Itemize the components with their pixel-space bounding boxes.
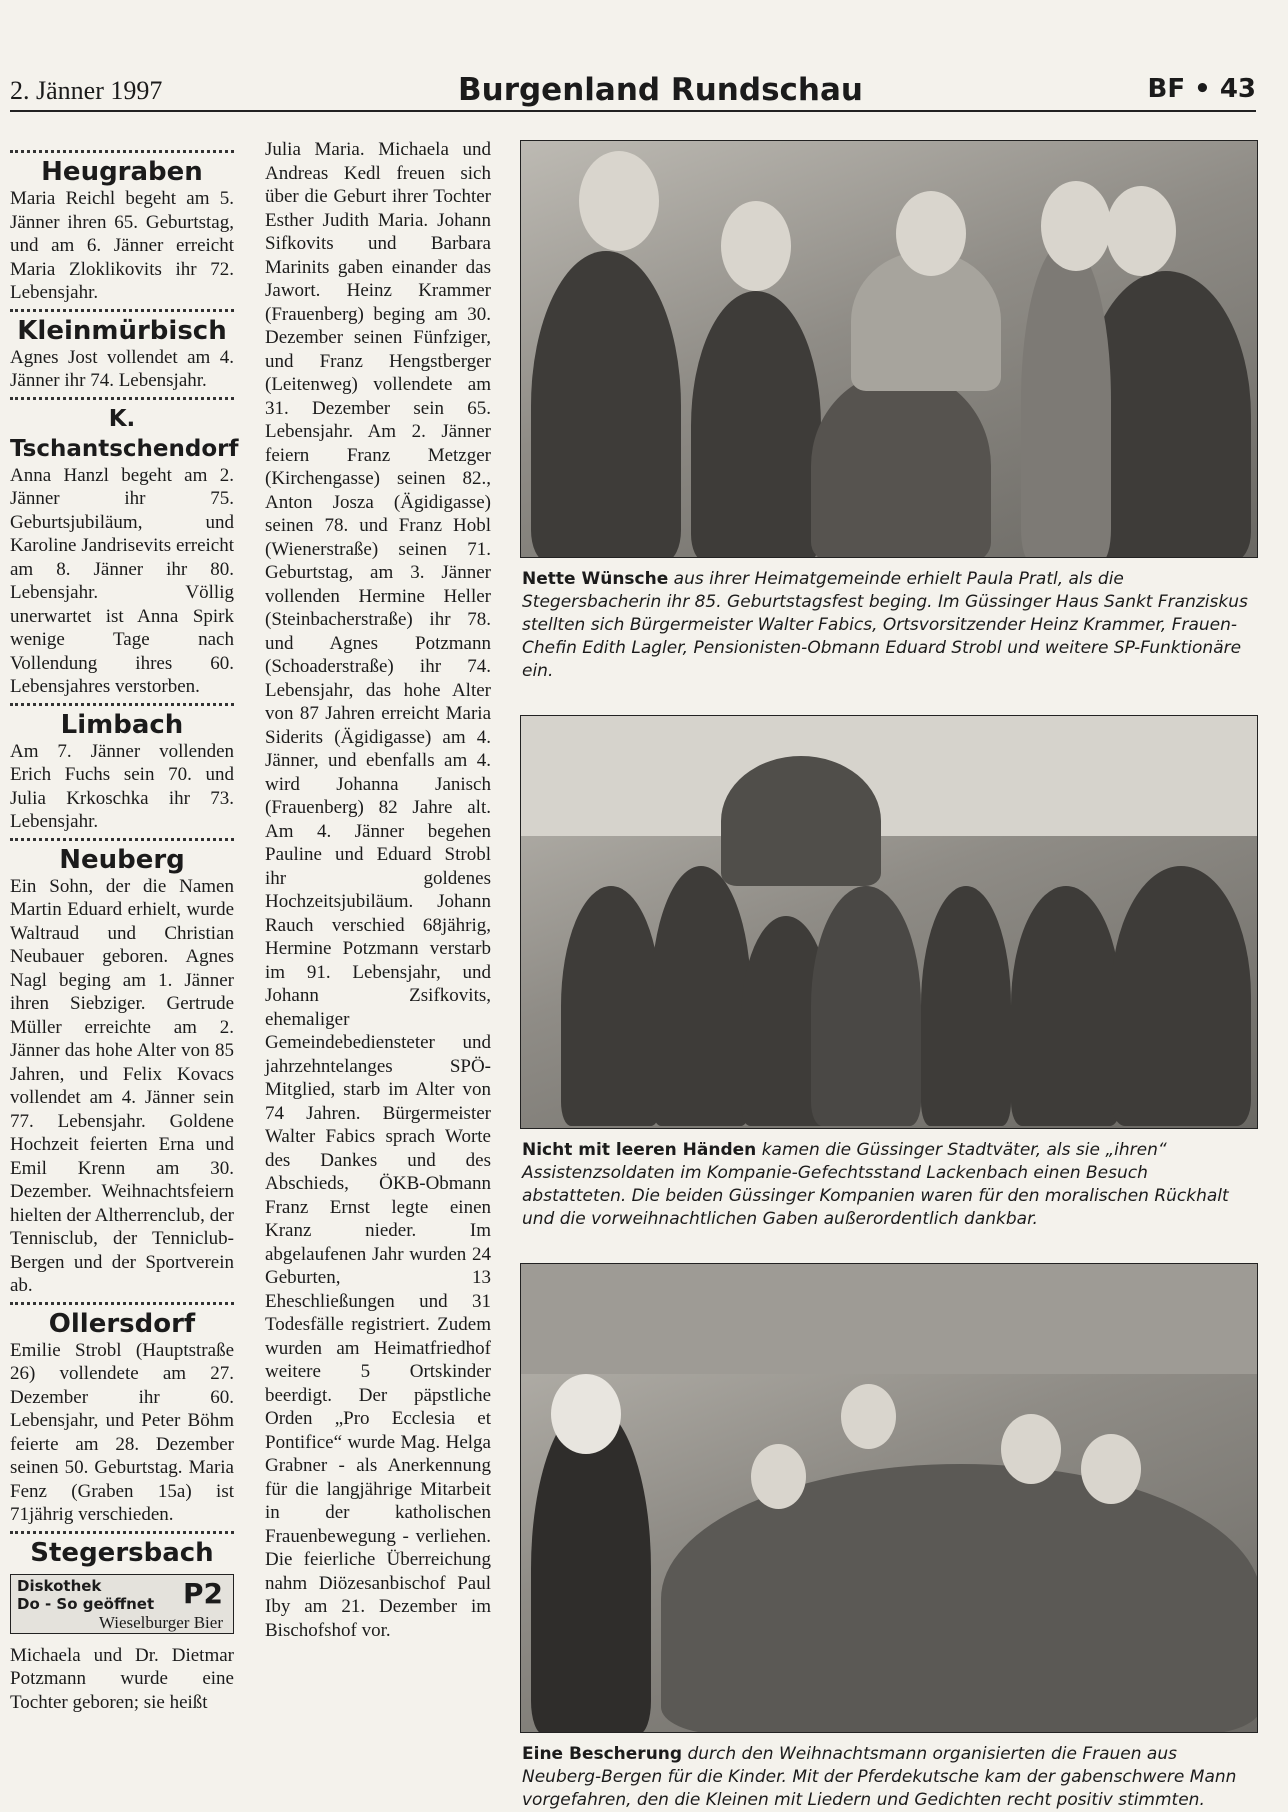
photo-caption	[522, 1743, 1254, 1812]
group-photo-birthday	[520, 140, 1258, 558]
section-heading: Kleinmürbisch	[17, 315, 227, 346]
caption-lead: Nette Wünsche	[522, 569, 669, 589]
photo-caption	[522, 568, 1254, 683]
caption-lead: Nicht mit leeren Händen	[522, 1140, 757, 1160]
section-heading: Heugraben	[41, 157, 203, 187]
dotted-separator	[10, 838, 234, 841]
dotted-separator	[10, 150, 234, 153]
article-text: Julia Maria. Michaela und Andreas Kedl freuen sich über die Geburt ihrer Tochter Esther Judith Maria. Johann Sifkovits und Barbara Marinits gaben einander das Jawort. Heinz Krammer (Frauenberg) beging am 30. Dezember seinen Fünfziger, und Franz Hengstberger (Leitenweg) vollendete am 31. Dezember sein 65. Lebensjahr. Am 2. Jänner feiern Franz Metzger (Kirchengasse) seinen 82., Anton Josza (Ägidigasse) seinen 78. und Franz Hobl (Wienerstraße) seinen 71. Geburtstag, am 3. Jänner vollenden Hermine Heller (Steinbacherstraße) ihr 78. und Agnes Potzmann (Schoaderstraße) ihr 74. Lebensjahr, das hohe Alter von 87 Jahren erreicht Maria Siderits (Ägidigasse) am 4. Jänner, und ebenfalls am 4. wird Johanna Janisch (Frauenberg) 82 Jahre alt. Am 4. Jänner begehen Pauline und Eduard Strobl ihr goldenes Hochzeitsjubiläum. Johann Rauch verschied 68jährig, Hermine Potzmann verstarb im 91. Lebensjahr, und Johann Zsifkovits, ehemaliger Gemeindebediensteter und jahrzehntelanges SPÖ-Mitglied, starb im Alter von 74 Jahren. Bürgermeister Walter Fabics sprach Worte des Dankes und des Abschieds, ÖKB-Obmann Franz Ernst legte einen Kranz nieder. Im abgelaufenen Jahr wurden 24 Geburten, 13 Eheschließungen und 31 Todesfälle registriert. Zudem wurden am Heimatfriedhof weitere 5 Ortskinder beerdigt. Der päpstliche Orden „Pro Ecclesia et Pontifice“ wurde Mag. Helga Grabner - als Anerkennung für die langjährige Mitarbeit in der katholischen Frauenbewegung - verliehen. Die feierliche Überreichung nahm Diözesanbischof Paul Iby am 21. Dezember im Bischofshof vor.	[265, 139, 491, 1641]
dotted-separator	[10, 309, 234, 312]
group-photo-christmas	[520, 1263, 1258, 1733]
section-text: Agnes Jost vollendet am 4. Jänner ihr 74. Lebensjahr.	[10, 346, 234, 391]
ad-line: Wieselburger Bier	[98, 1612, 223, 1632]
ad-line: Diskothek	[17, 1576, 102, 1595]
section-text: Anna Hanzl begeht am 2. Jänner ihr 75. Geburtsjubiläum, und Karoline Jandrisevits erreicht am 8. Jänner ihr 80. Lebensjahr. Völlig unerwartet ist Anna Spirk wenige Tage nach Vollendung ihres 60. Lebensjahres verstorben.	[10, 464, 234, 697]
section-text: Ein Sohn, der die Namen Martin Eduard erhielt, wurde Waltraud und Christian Neubauer geboren. Agnes Nagl beging am 1. Jänner ihren Siebziger. Gertrude Müller erreichte am 2. Jänner das hohe Alter von 85 Jahren, und Felix Kovacs vollendet am 4. Jänner sein 77. Lebensjahr. Goldene Hochzeit feierten Erna und Emil Krenn am 30. Dezember. Weihnachtsfeiern hielten der Altherrenclub, der Tennisclub, der Tenniclub-Bergen und der Sportverein ab.	[10, 875, 234, 1296]
issue-date: 2. Jänner 1997	[10, 76, 163, 105]
section-heading: Ollersdorf	[48, 1308, 196, 1339]
page-number: BF • 43	[1147, 74, 1256, 104]
group-photo-soldiers	[520, 715, 1258, 1129]
ad-line: Do - So geöffnet	[17, 1594, 155, 1613]
dotted-separator	[10, 1302, 234, 1305]
advertisement-box	[10, 1574, 234, 1634]
photo-column	[520, 140, 1256, 1812]
section-text: Am 7. Jänner vollenden Erich Fuchs sein 70. und Julia Krkoschka ihr 73. Lebensjahr.	[10, 740, 234, 832]
section-text: Michaela und Dr. Dietmar Potzmann wurde eine Tochter geboren; sie heißt	[10, 1644, 234, 1713]
section-heading: Neuberg	[59, 844, 185, 875]
section-text: Emilie Strobl (Hauptstraße 26) vollendete am 27. Dezember ihr 60. Lebensjahr, und Peter Böhm feierte am 28. Dezember seinen 50. Geburtstag. Maria Fenz (Graben 15a) ist 71jährig verschieden.	[10, 1339, 234, 1525]
caption-text: kamen die Güssinger Stadtväter, als sie „ihren“ Assistenzsoldaten im Kompanie-Gefechtsstand Lackenbach einen Besuch abstatteten. Die beiden Güssinger Kompanien waren für den moralischen Rückhalt und die vorweihnachtlichen Gaben außerordentlich dankbar.	[522, 1140, 1229, 1229]
section-heading: Limbach	[60, 709, 184, 740]
caption-lead: Eine Bescherung	[522, 1744, 683, 1764]
caption-text: aus ihrer Heimatgemeinde erhielt Paula Pratl, als die Stegersbacherin ihr 85. Geburtstagsfest beging. Im Güssinger Haus Sankt Franziskus stellten sich Bürgermeister Walter Fabics, Ortsvorsitzender Heinz Krammer, Frauen-Chefin Edith Lagler, Pensionisten-Obmann Eduard Strobl und weitere SP-Funktionäre ein.	[522, 569, 1248, 681]
newspaper-title: Burgenland Rundschau	[458, 72, 863, 108]
section-heading: K. Tschantschendorf	[10, 405, 239, 462]
column-2	[265, 138, 491, 1642]
section-text: Maria Reichl begeht am 5. Jänner ihren 65. Geburtstag, und am 6. Jänner erreicht Maria Zloklikovits ihr 72. Lebensjahr.	[10, 188, 234, 303]
section-heading: Stegersbach	[30, 1537, 214, 1568]
ad-logo: P2	[182, 1576, 223, 1610]
dotted-separator	[10, 397, 234, 400]
dotted-separator	[10, 703, 234, 706]
column-1	[10, 146, 239, 1714]
photo-caption	[522, 1139, 1254, 1231]
page-header	[10, 72, 1256, 112]
dotted-separator	[10, 1531, 234, 1534]
caption-text: durch den Weihnachtsmann organisierten die Frauen aus Neuberg-Bergen für die Kinder. Mit der Pferdekutsche kam der gabenschwere Mann vorgefahren, den die Kleinen mit Liedern und Gedichten recht positiv stimmten.	[522, 1744, 1237, 1810]
